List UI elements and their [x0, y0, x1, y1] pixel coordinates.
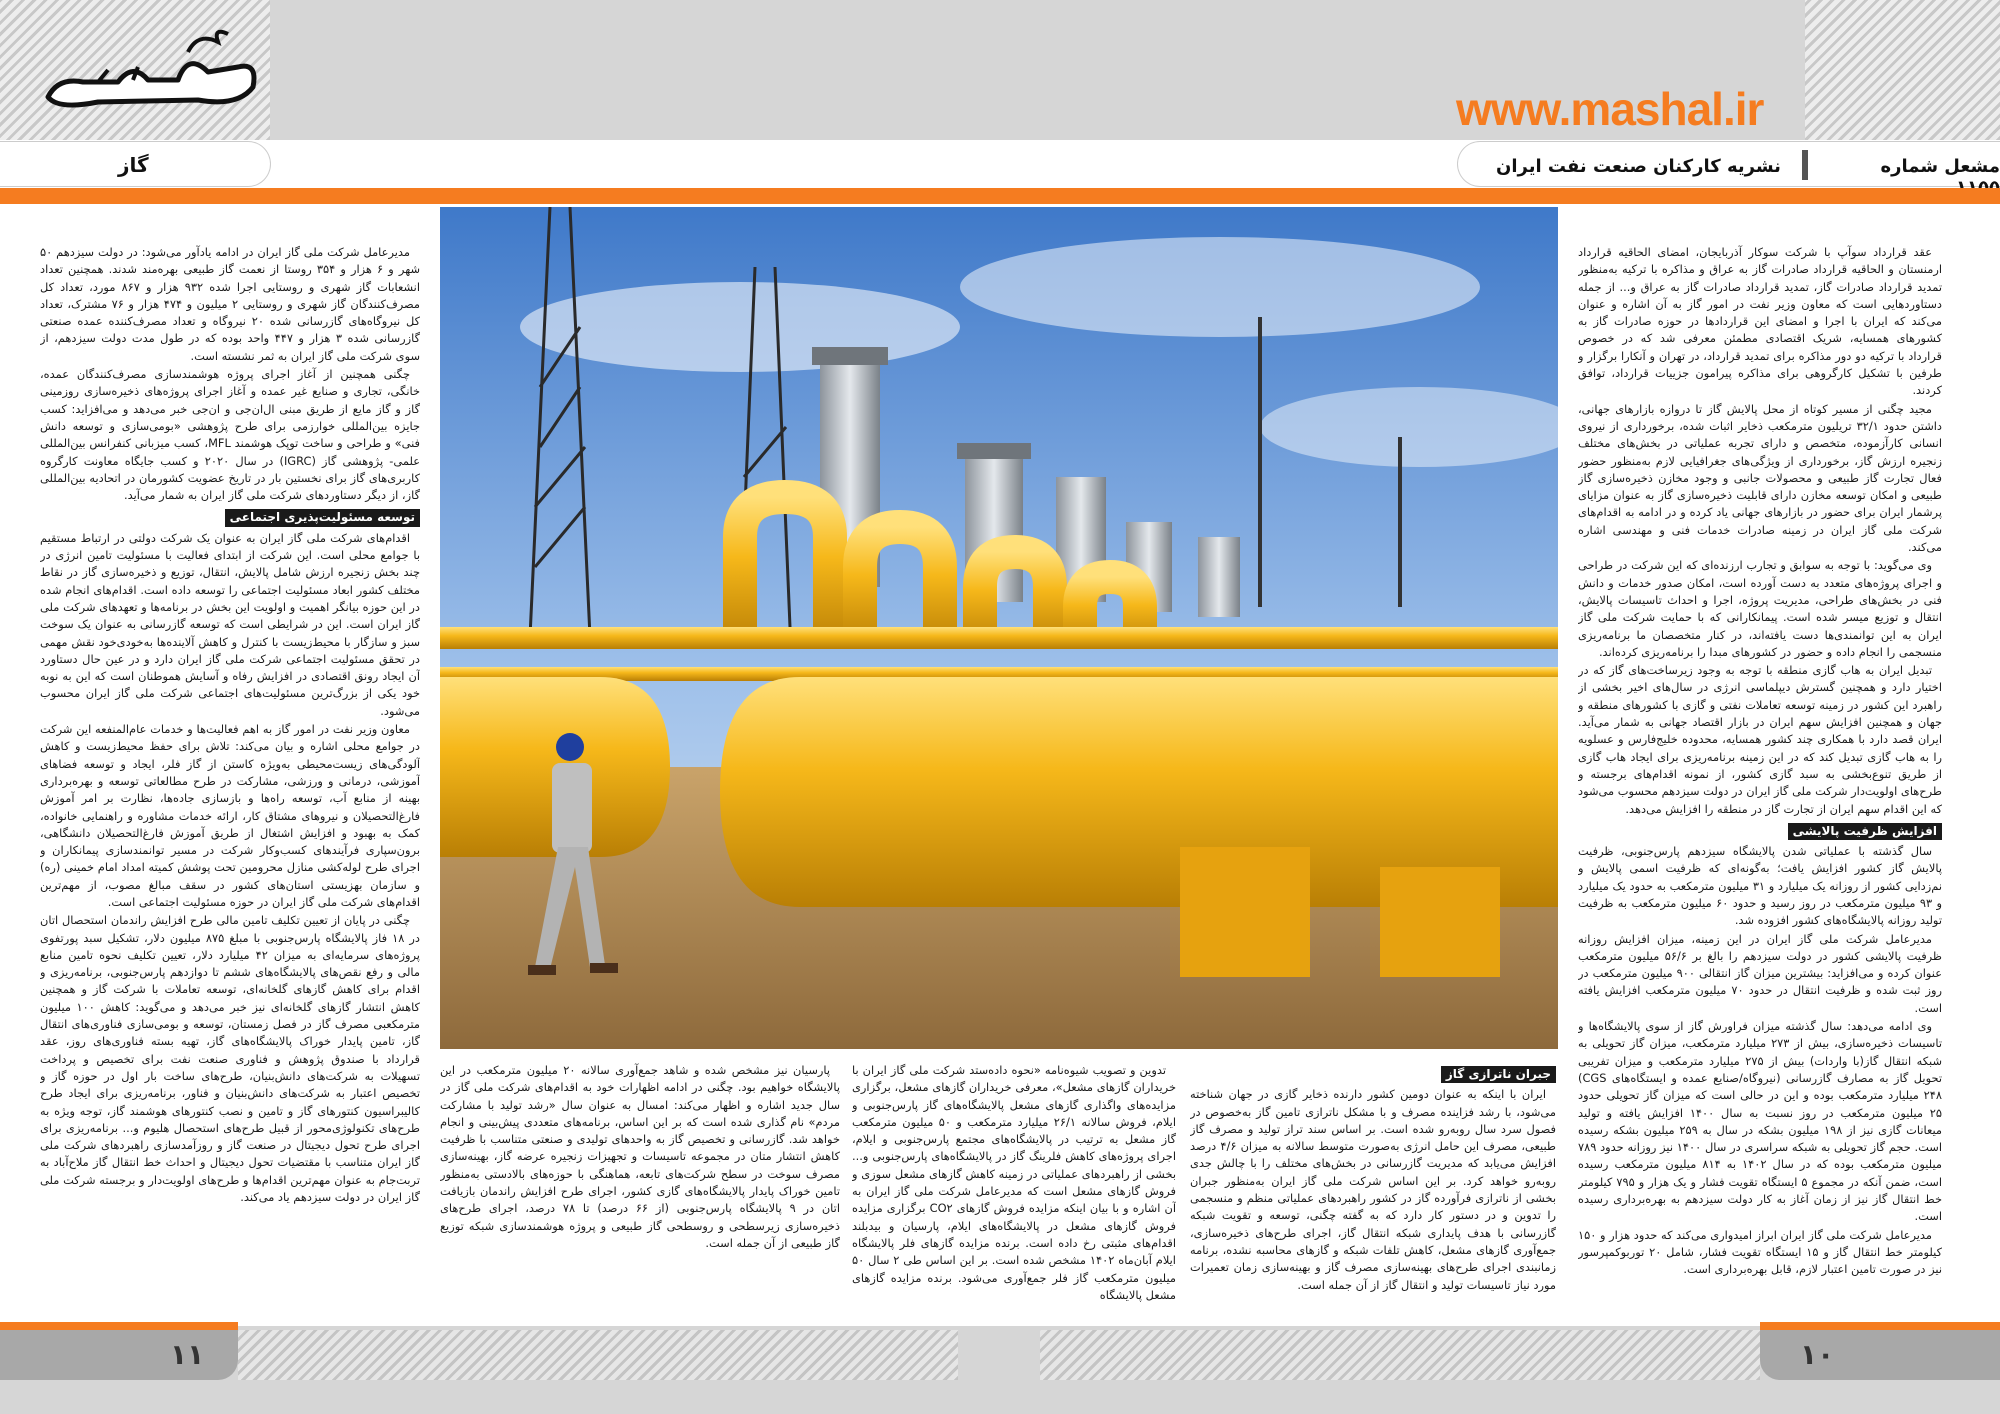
section-title: گاز: [118, 153, 149, 177]
paragraph: عقد قرارداد سوآپ با شرکت سوکار آذربایجان، امضای الحاقیه قرارداد ارمنستان و الحاقیه قرارداد صادرات گاز به عراق و مذاکره با ترکیه به‌منظور تمدید قرارداد صادرات گاز، تمدید قرارداد صادرات گاز به عراق و... از جمله دستاوردهایی است که معاون وزیر نفت در امور گاز به آن اشاره و عنوان می‌کند که ایران با اجرا و امضای این قراردادها در حوزه صادرات گاز به کشورهای همسایه، شریک اقتصادی مطمئن معرفی شد که در خصوص قرارداد با ترکیه دو دور مذاکره برای تمدید قرارداد، در تهران و آنکارا برگزار و طرفین با تشکیل کارگروهی برای مذاکره پیرامون جزییات قرارداد، توافق کردند.: [1578, 245, 1942, 398]
subheading: جبران ناترازی گاز: [1441, 1066, 1556, 1083]
article-column-bottom-1: [1190, 1062, 1556, 1312]
publication-name: نشریه کارکنان صنعت نفت ایران: [1496, 156, 1781, 177]
paragraph: مدیرعامل شرکت ملی گاز ایران در ادامه یادآور می‌شود: در دولت سیزدهم ۵۰ شهر و ۶ هزار و ۳۵۴ روستا از نعمت گاز طبیعی بهره‌مند شدند. همچنین تعداد انشعابات گاز شهری و روستایی اجرا شده ۹۳۲ هزار و ۸۶۷ مورد، تعداد کل مصرف‌کنندگان گاز شهری و روستایی ۲ میلیون و ۴۷۴ هزار و ۷۶ مشترک، تعداد کل نیروگاه‌های گازرسانی شده ۲۰ نیروگاه و تعداد مصرف‌کننده عمده صنعتی گازرسانی شده ۳ هزار و ۴۴۷ واحد بوده که در طول مدت دولت سیزدهم، از سوی شرکت ملی گاز ایران به ثمر نشسته است.: [40, 245, 420, 363]
paragraph: وی ادامه می‌دهد: سال گذشته میزان فراورش گاز از سوی پالایشگاه‌ها و تاسیسات ذخیره‌سازی، بیش از ۲۷۳ میلیارد مترمکعب، میزان گاز تحویلی به شبکه انتقال گاز(با واردات) بیش از ۲۷۵ میلیارد مترمکعب و میزان تفریبی تحویل گاز به مصارف گازرسانی (نیروگاه/صنایع عمده و ایستگاه‌های CGS) ۲۴۸ میلیارد مترمکعب بوده و این در حالی است که میزان گاز تحویلی حدود ۲۵ میلیون مترمکعب در روز نسبت به سال ۱۴۰۰ افزایش یافته و تولید میعانات گازی نیز از ۱۹۸ میلیون بشکه در سال به ۲۵۹ میلیون بشکه رسیده است. حجم گاز تحویلی به شبکه سراسری در سال ۱۴۰۰ نیز روزانه حدود ۷۸۹ میلیون مترمکعب بوده که در سال ۱۴۰۲ به ۸۱۴ میلیون مترمکعب رسیده است، ضمن آنکه در مجموع ۵ ایستگاه تقویت فشار و یک هزار و ۷۹۵ کیلومتر خط انتقال گاز نیز از زمان آغاز به کار دولت سیزدهم به بهره‌برداری رسیده است.: [1578, 1019, 1942, 1224]
footer-hatch-right: [1040, 1330, 1760, 1380]
gas-refinery-photo: [440, 207, 1558, 1049]
paragraph: اقدام‌های شرکت ملی گاز ایران به عنوان یک شرکت دولتی در ارتباط مستقیم با جوامع محلی است. این شرکت از ابتدای فعالیت با مسئولیت تامین انرژی در چند بخش زنجیره ارزش شامل پالایش، انتقال، توزیع و ذخیره‌سازی گاز در نقاط مختلف کشور ابعاد مسئولیت اجتماعی را توسعه داده است. اقدام‌های انجام شده در این حوزه بیانگر اهمیت و اولویت این بخش در برنامه‌ها و تعهدهای شرکت ملی گاز ایران است. این در شرایطی است که توسعه گازرسانی به عنوان یک سوخت سبز و سازگار با محیط‌زیست با کنترل و کاهش آلاینده‌ها به‌خودی‌خود نقش مهمی در تحقق مسئولیت اجتماعی شرکت ملی گاز ایران دارد و در عین حال دستاورد آن ایجاد رونق اقتصادی در افزایش رفاه و آسایش هموطنان است که این به نوبه خود یکی از بزرگ‌ترین مسئولیت‌های اجتماعی شرکت ملی گاز ایران محسوب می‌شود.: [40, 530, 420, 718]
mashal-logo-icon[interactable]: [38, 22, 268, 117]
issue-number: مشعل شماره: [1880, 156, 2000, 177]
subheading: توسعه مسئولیت‌پذیری اجتماعی: [225, 509, 420, 526]
paragraph: مدیرعامل شرکت ملی گاز ایران در این زمینه، میزان افزایش روزانه ظرفیت پالایشی کشور در دولت سیزدهم را بالغ بر ۵۶/۶ میلیون مترمکعب عنوان کرده و می‌افزاید: بیشترین میزان گاز انتقالی ۹۰۰ میلیون مترمکعب در روز ثبت شده و ظرفیت انتقال در حدود ۷۰ میلیون مترمکعب افزایش یافته است.: [1578, 931, 1942, 1015]
article-column-left: [40, 244, 420, 1309]
paragraph: تدوین و تصویب شیوه‌نامه «نحوه داده‌ستد شرکت ملی گاز ایران با خریداران گازهای مشعل»، معرفی خریداران گازهای مشعل، برگزاری مزایده‌های واگذاری گازهای مشعل پالایشگاه‌های گاز پارس‌جنوبی و ایلام، فروش سالانه ۲۶/۱ میلیارد مترمکعب و ۵۰ میلیون مترمکعب گاز مشعل به ترتیب در پالایشگاه‌های مجتمع پارس‌جنوبی و ایلام، اجرای پروژه‌های کاهش فلرینگ گاز در پالایشگاه‌های پارس‌جنوبی و... بخشی از راهبردهای عملیاتی در زمینه کاهش گازهای مشعل سوزی و فروش گازهای مشعل است که مدیرعامل شرکت ملی گاز ایران به آن اشاره و با بیان اینکه مزایده فروش گازهای CO۲ برگزاری مزایده فروش گازهای مشعل در پالایشگاه‌های ایلام، پارسیان و بیدبلند اقدام‌های مثبتی رخ داده است. برنده مزایده گازهای فلر پالایشگاه ایلام آبان‌ماه ۱۴۰۲ مشخص شده است. بر این اساس طی ۲ سال ۵۰ میلیون مترمکعب گاز فلر جمع‌آوری می‌شود. برنده مزایده گازهای مشعل پالایشگاه: [852, 1063, 1176, 1302]
page-number-left: ۱۱: [170, 1338, 205, 1371]
paragraph: تبدیل ایران به هاب گازی منطقه با توجه به وجود زیرساخت‌های گاز که در اختیار دارد و همچنین گسترش دیپلماسی انرژی در سال‌های اخیر بخشی از راهبرد این کشور در زمینه توسعه تعاملات نفتی و گازی با کشورهای منطقه و جهان و همچنین افزایش سهم ایران در بازار اقتصاد جهانی به شمار می‌آید. ایران قصد دارد با همکاری چند کشور همسایه، محدوده خلیج‌فارس و عسلویه را به هاب گازی تبدیل کند که در این زمینه برنامه‌ریزی برای ایجاد هاب گازی از طریق تنوع‌بخشی به سبد گازی کشور، از نمونه اقدام‌های برجسته و طرح‌های اولویت‌دار شرکت ملی گاز ایران در دولت سیزدهم محسوب می‌شود که این اقدام سهم ایران از تجارت گاز در منطقه را افزایش می‌دهد.: [1578, 663, 1942, 816]
paragraph: پارسیان نیز مشخص شده و شاهد جمع‌آوری سالانه ۲۰ میلیون مترمکعب در این پالایشگاه خواهیم بود. چگنی در ادامه اظهارات خود به اقدام‌های شرکت ملی گاز در سال جدید اشاره و اظهار می‌کند: امسال به عنوان سال «رشد تولید با مشارکت مردم» نام گذاری شده است که بر این اساس، برنامه‌های متعددی پیش‌بینی و انجام خواهد شد. گازرسانی و تخصیص گاز به واحدهای تولیدی و صنعتی متناسب با ظرفیت کاهش انتشار متان در مجموعه تاسیسات و تجهیزات زنجیره عرضه گاز، بهینه‌سازی مصرف سوخت در سطح شرکت‌های تابعه، هماهنگی با حوزه‌های بالادستی به‌منظور تامین خوراک پایدار پالایشگاه‌های گازی کشور، اجرای طرح افزایش راندمان بازیافت اتان در ۹ پالایشگاه پارس‌جنوبی (از ۶۶ درصد) تا ۷۸ درصد، اجرای طرح‌های ذخیره‌سازی زیرسطحی و روسطحی گاز طبیعی و پروژه هوشمندسازی شبکه توزیع گاز طبیعی از آن جمله است.: [440, 1063, 840, 1250]
paragraph: وی می‌گوید: با توجه به سوابق و تجارب ارزنده‌ای که این شرکت در طراحی و اجرای پروژه‌های متعدد به دست آورده است، امکان صدور خدمات و دانش فنی در بخش‌های طراحی، مدیریت پروژه، اجرا و احداث تاسیسات پالایش، انتقال و توزیع میسر شده است. پیمانکارانی که با حمایت شرکت ملی گاز ایران به این توانمندی‌ها دست یافته‌اند، در کنار متخصصان ما برنامه‌ریزی منسجمی را انجام داده و حضور در کشورهای مبدا را برنامه‌ریزی کرده‌اند.: [1578, 558, 1942, 659]
paragraph: چگنی در پایان از تعیین تکلیف تامین مالی طرح افزایش راندمان استحصال اتان در ۱۸ فاز پالایشگاه پارس‌جنوبی با مبلغ ۸۷۵ میلیون دلار، تشکیل سبد پورتفوی پروژه‌های سرمایه‌ای به میزان ۴۲ میلیارد دلار، تعیین تکلیف نحوه تامین منابع مالی و رفع نقص‌های پالایشگاه‌های ششم تا دوازدهم پارس‌جنوبی، برنامه‌ریزی و اقدام برای کاهش گازهای گلخانه‌ای، توسعه تعاملات با شرکت گاز و همچنین کاهش انتشار گازهای گلخانه‌ای نیز خبر می‌دهد و می‌گوید: کاهش ۱۰۰ میلیون مترمکعبی مصرف گاز در فصل زمستان، توسعه و بومی‌سازی فناوری‌های انتقال گاز، تامین پایدار خوراک پالایشگاه‌های گاز، تهیه بسته فناوری‌های روز، عقد قرارداد با صندوق پژوهش و فناوری صنعت نفت برای تخصیص و پرداخت تسهیلات به شرکت‌های دانش‌بنیان، طرح‌های ساخت بار اول در حوزه گاز و تخصیص اعتبار به شرکت‌های دانش‌بنیان و فناور، برنامه‌ریزی برای ایجاد طرح کالیبراسیون کنتورهای گاز و تامین و نصب کنتورهای هوشمند گاز، توجه ویژه به طرح‌های تکنولوژی‌محور از قبیل طرح‌های استحصال هلیوم و... برنامه‌ریزی برای اجرای طرح تحول دیجیتال در صنعت گاز و روزآمدسازی راهبردهای شرکت ملی گاز ایران متناسب با مقتضیات تحول دیجیتال و احداث خط انتقال گاز ملاح‌آباد به تربت‌جام به عنوان مهم‌ترین اقدام‌ها و طرح‌های اولویت‌دار و برجسته شرکت ملی گاز ایران در دولت سیزدهم یاد می‌کند.: [40, 913, 420, 1205]
footer-accent-right: [1760, 1322, 2000, 1330]
article-column-bottom-2: [852, 1062, 1176, 1312]
article-column-right: [1578, 244, 1942, 1318]
paragraph: سال گذشته با عملیاتی شدن پالایشگاه سیزدهم پارس‌جنوبی، ظرفیت پالایش گاز کشور افزایش یافت؛ به‌گونه‌ای که ظرفیت اسمی پالایش و نم‌زدایی کشور از روزانه یک میلیارد و ۳۱ میلیون مترمکعب به حدود یک میلیارد و ۹۳ میلیون مترمکعب در روز رسید و حدود ۶۰ میلیون مترمکعب به ظرفیت تولید روزانه پالایشگاه‌های کشور افزوده شد.: [1578, 844, 1942, 928]
header-hatch-right: [1805, 0, 2000, 140]
header-accent-bar: [0, 188, 2000, 204]
page-tab-right: [1760, 1330, 2000, 1380]
paragraph: معاون وزیر نفت در امور گاز به اهم فعالیت‌ها و خدمات عام‌المنفعه این شرکت در جوامع محلی اشاره و بیان می‌کند: تلاش برای حفظ محیط‌زیست و کاهش آلودگی‌های زیست‌محیطی به‌ویژه کاستن از گاز فلر، ایجاد و توسعه فضاهای آموزشی، درمانی و ورزشی، مشارکت در طرح مطالعاتی توسعه و بهره‌برداری بهینه از منابع آب، توسعه راه‌ها و بازسازی جاده‌ها، نظارت بر امر آموزش فارغ‌التحصیلان و نیروهای مشتاق کار، ارائه خدمات مشاوره و راهنمایی خانواده، کمک به بهبود و افزایش اشتغال از طریق آموزش فارغ‌التحصیلان دانشگاهی، برون‌سپاری فرآیندهای کسب‌وکار شرکت در مسیر توانمندسازی پیمانکاران و اجرای طرح لوله‌کشی منازل محرومین تحت پوشش کمیته امداد امام خمینی (ره) و سازمان بهزیستی استان‌های کشور در سقف مبالغ مصوب، از مهم‌ترین اقدام‌های شرکت ملی گاز ایران در حوزه مسئولیت اجتماعی است.: [40, 722, 420, 909]
paragraph: مدیرعامل شرکت ملی گاز ایران ابراز امیدواری می‌کند که حدود هزار و ۱۵۰ کیلومتر خط انتقال گاز و ۱۵ ایستگاه تقویت فشار، شامل ۲۰ توربوکمپرسور نیز در صورت تامین اعتبار لازم، قابل بهره‌برداری است.: [1578, 1227, 1942, 1277]
subheading: افزایش ظرفیت پالایشی: [1788, 823, 1942, 840]
tab-divider: [1802, 150, 1808, 180]
paragraph: چگنی همچنین از آغاز اجرای پروژه هوشمندسازی مصرف‌کنندگان عمده، خانگی، تجاری و صنایع غیر عمده و آغاز اجرای پروژه‌های ذخیره‌سازی روزمینی گاز و گاز مایع از طریق مبنی ال‌ان‌جی و ان‌جی خبر می‌دهد و می‌افزاید: کسب جایزه بین‌المللی خوارزمی برای طرح پژوهشی «بومی‌سازی و توسعه دانش فنی» و طراحی و ساخت توپک هوشمند MFL، کسب میزبانی کنفرانس بین‌المللی علمی- پژوهشی گاز (IGRC) در سال ۲۰۲۰ و کسب جایگاه معاونت کارگروه کاربری‌های گاز برای نخستین بار در تاریخ عضویت کشورمان در اتحادیه بین‌المللی گاز، از دیگر دستاوردهای شرکت ملی گاز ایران به شمار می‌آید.: [40, 367, 420, 503]
paragraph: ایران با اینکه به عنوان دومین کشور دارنده ذخایر گازی در جهان شناخته می‌شود، با رشد فزاینده مصرف و با مشکل ناترازی تامین گاز به‌خصوص در فصول سرد سال روبه‌رو شده است. بر اساس سند تراز تولید و مصرف گاز طبیعی، مصرف این حامل انرژی به‌صورت متوسط سالانه به میزان ۴/۶ درصد افزایش می‌یابد که مدیریت گازرسانی در بخش‌های مختلف را با چالش جدی روبه‌رو خواهد کرد. بر این اساس شرکت ملی گاز ایران به‌منظور جبران بخشی از ناترازی فرآورده گاز در کشور راهبردهای عملیاتی منظم و منسجمی را تدوین و در دستور کار دارد که به گفته چگنی، توسعه و تقویت شبکه گازرسانی با هدف پایداری شبکه انتقال گاز، اجرای طرح‌های ذخیره‌سازی، جمع‌آوری گازهای مشعل، کاهش تلفات شبکه و گازهای محاسبه نشده، برنامه زمانبندی اجرای طرح‌های بهینه‌سازی مصرف گاز و بهینه‌سازی زمان تعمیرات مورد نیاز تاسیسات تولید و انتقال گاز از آن جمله است.: [1190, 1087, 1556, 1292]
paragraph: مجید چگنی از مسیر کوتاه از محل پالایش گاز تا دروازه بازارهای جهانی، داشتن حدود ۳۲/۱ تریلیون مترمکعب ذخایر اثبات شده، برخورداری از نیروی انسانی کارآزموده، متخصص و دارای تجربه عملیاتی در بخش‌های مختلف زنجیره ارزش گاز، برخورداری از ویژگی‌های جغرافیایی لازم به‌منظور حضور فعال تجارت گاز طبیعی و محصولات جانبی و وجود مخازن ذخیره‌سازی گاز طبیعی و امکان توسعه مخازن دارای قابلیت ذخیره‌سازی گاز به عنوان مزایای پرشمار ایران برای حضور در بازارهای جهانی یاد کرده و در ادامه به اقدام‌های شرکت ملی گاز ایران در زمینه صادرات خدمات فنی و مهندسی اشاره می‌کند.: [1578, 401, 1942, 555]
footer-accent-left: [0, 1322, 238, 1330]
website-url[interactable]: www.mashal.ir: [1456, 83, 1764, 135]
footer-hatch-left: [238, 1330, 958, 1380]
page-number-right: ۱۰: [1800, 1338, 1835, 1371]
article-column-bottom-3: [440, 1062, 840, 1312]
